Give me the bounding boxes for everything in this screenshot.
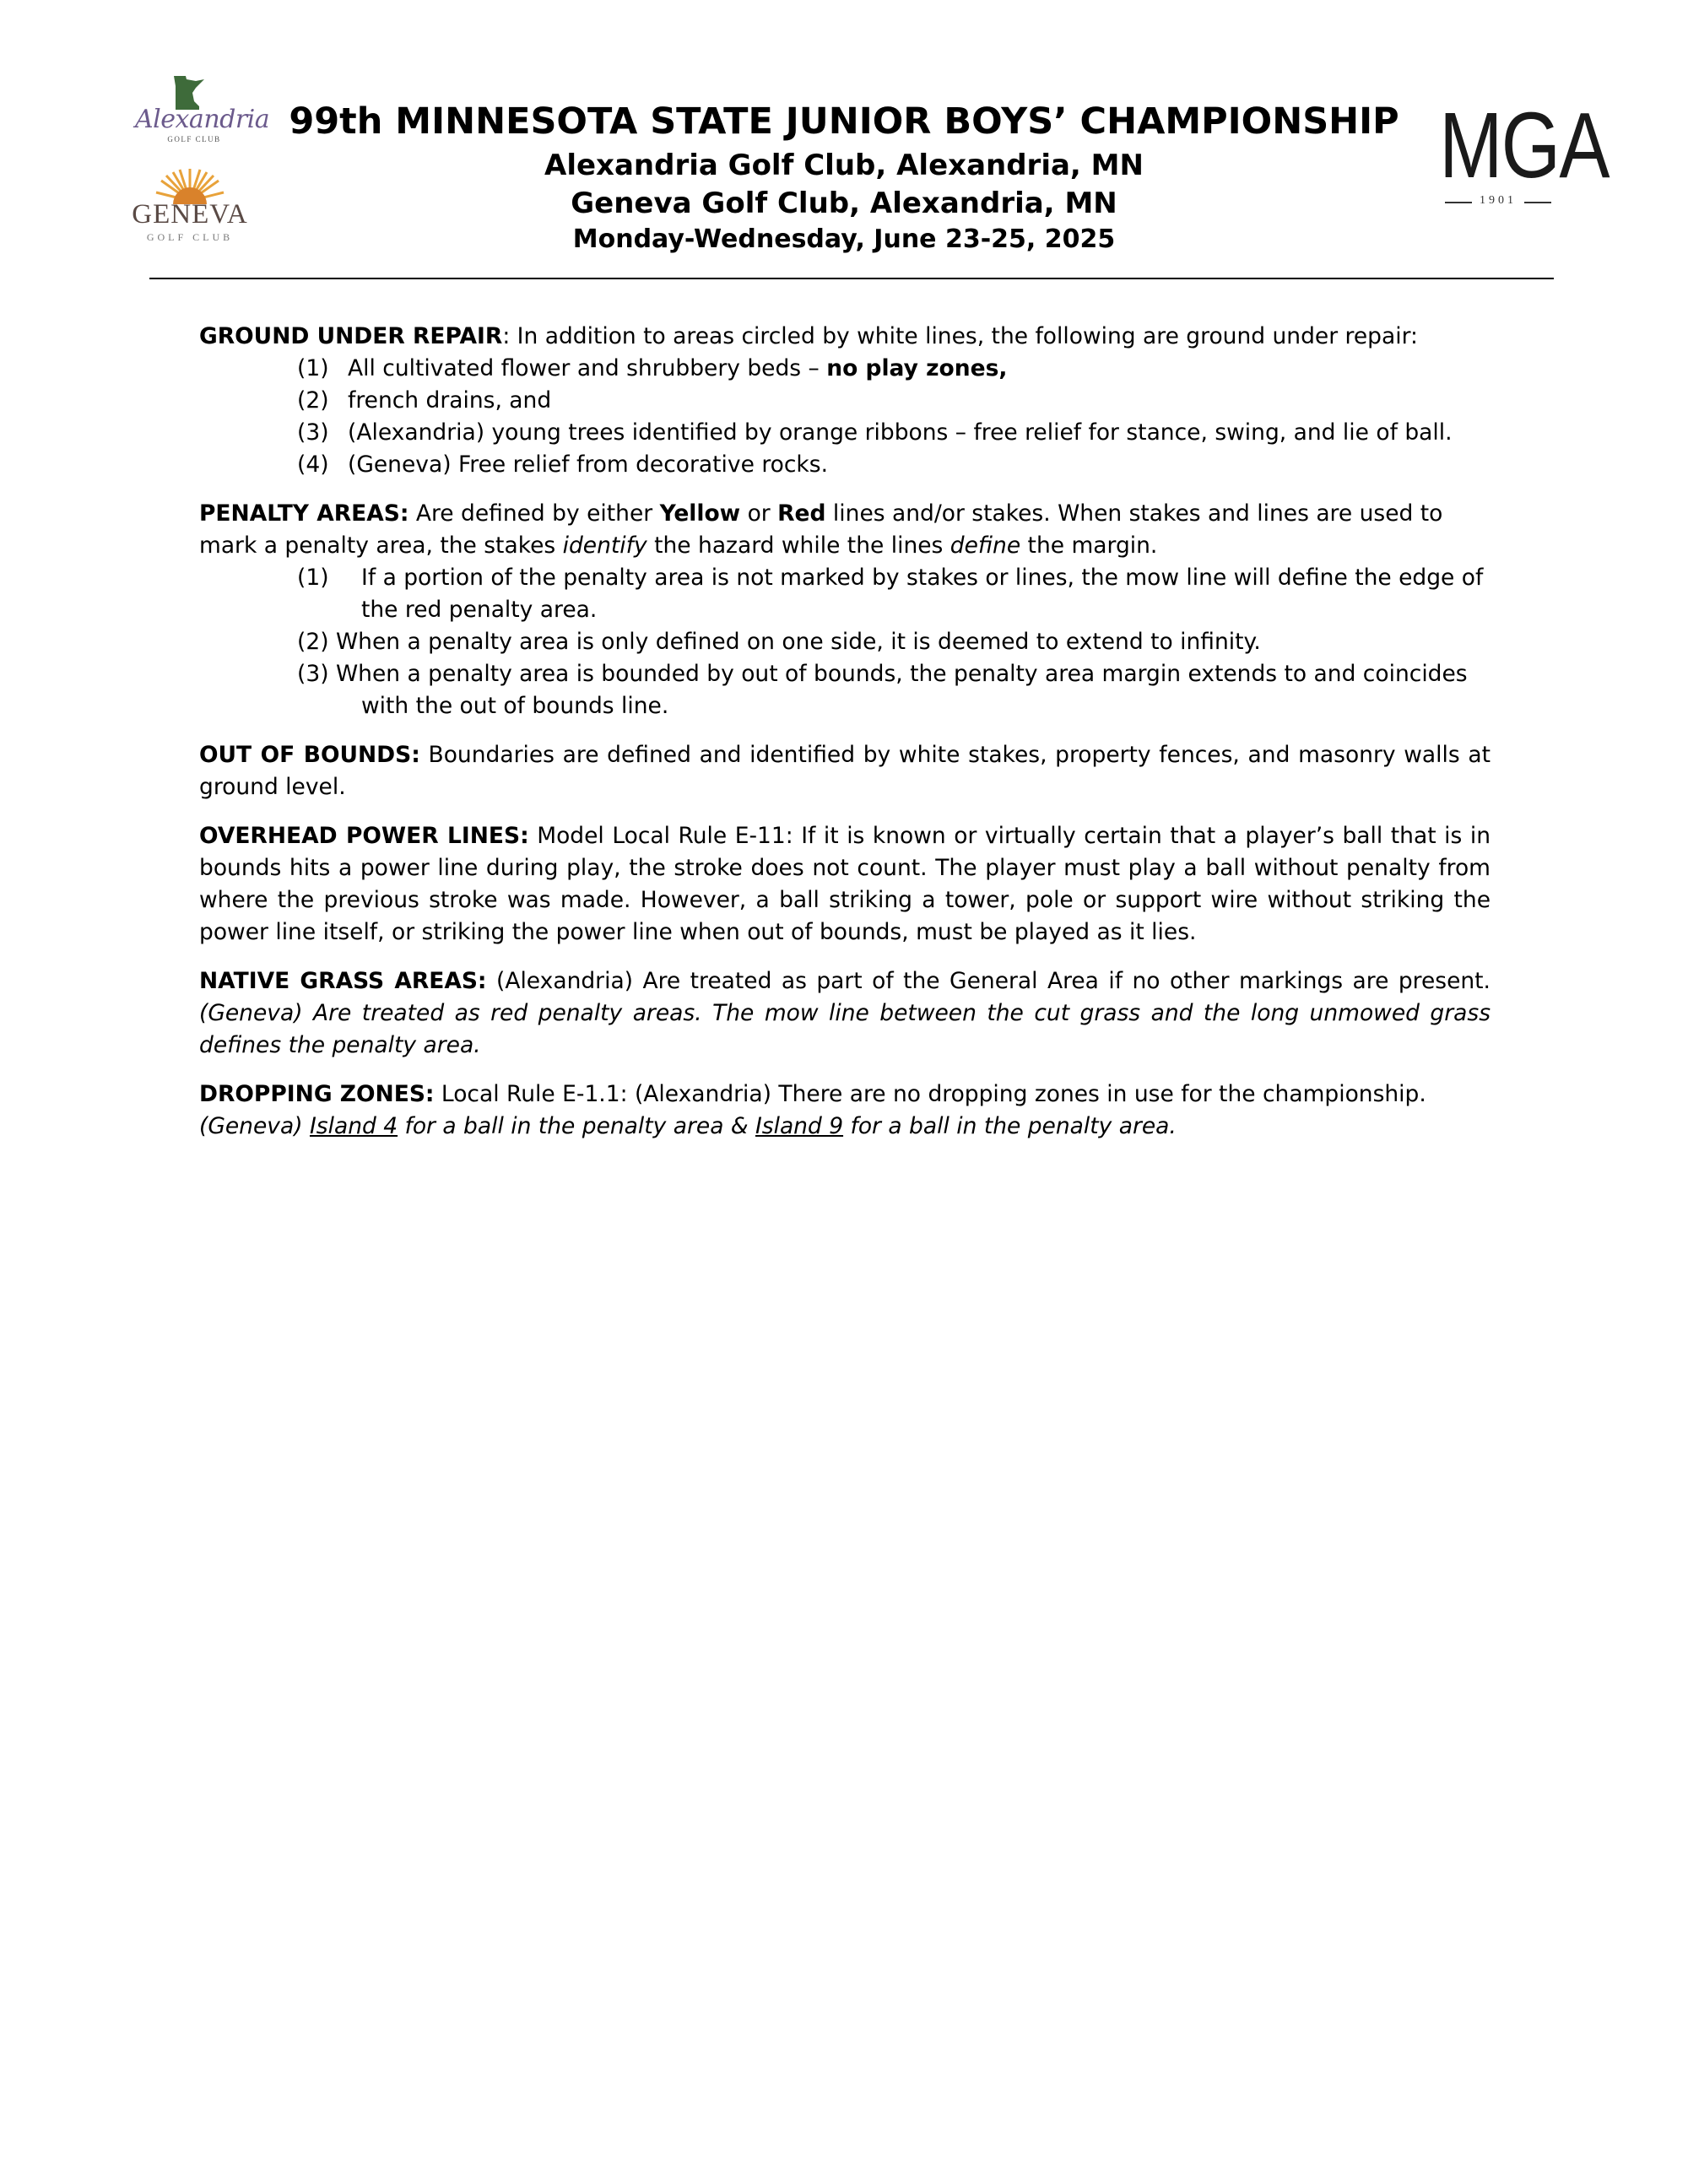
list-text: (Geneva) Free relief from decorative rocks.	[348, 451, 828, 478]
section-overhead-power-lines	[199, 820, 1491, 949]
drop-geneva-prefix: (Geneva)	[199, 1113, 310, 1139]
section-dropping-zones	[199, 1078, 1491, 1143]
list-text: french drains, and	[348, 387, 552, 414]
penalty-yellow: Yellow	[659, 500, 741, 527]
section-penalty-areas	[199, 498, 1491, 722]
native-heading: NATIVE GRASS AREAS:	[199, 968, 487, 994]
penalty-text-3: lines and/or stakes. When stakes and lines are used to mark a penalty area, the stakes	[199, 500, 1443, 559]
alexandria-logo-subtitle: GOLF CLUB	[167, 135, 221, 143]
penalty-text-4: the hazard while the lines	[647, 532, 950, 559]
list-number: (3)	[297, 419, 329, 446]
drop-heading: DROPPING ZONES:	[199, 1081, 435, 1107]
list-number: (1)	[297, 355, 329, 381]
section-ground-under-repair	[199, 321, 1491, 481]
venue-geneva: Geneva Golf Club, Alexandria, MN	[571, 187, 1117, 220]
gur-item-1-text: All cultivated flower and shrubbery beds –	[348, 355, 827, 381]
oob-text: Boundaries are defined and identified by white stakes, property fences, and masonry walls at ground level.	[199, 742, 1491, 800]
penalty-text-1: Are defined by either	[408, 500, 660, 527]
list-item	[297, 385, 1491, 417]
list-number: (2)	[297, 629, 329, 655]
penalty-identify: identify	[562, 532, 647, 559]
local-rules-body	[199, 321, 1491, 1160]
penalty-red: Red	[777, 500, 826, 527]
gur-heading: GROUND UNDER REPAIR	[199, 323, 503, 349]
penalty-text-5: the margin.	[1020, 532, 1158, 559]
native-geneva-italic: (Geneva) Are treated as red penalty areas. The mow line between the cut grass and the long unmowed grass defines the penalty area.	[199, 1000, 1491, 1058]
drop-island-4: Island 4	[309, 1113, 398, 1139]
section-native-grass-areas	[199, 965, 1491, 1062]
geneva-logo-word: GENEVA	[132, 199, 248, 230]
list-number: (3)	[297, 661, 329, 687]
native-text: (Alexandria) Are treated as part of the General Area if no other markings are present.	[486, 968, 1491, 994]
header-divider	[149, 278, 1554, 279]
list-text: When a penalty area is only defined on one side, it is deemed to extend to infinity.	[335, 629, 1261, 655]
power-heading: OVERHEAD POWER LINES:	[199, 823, 529, 849]
event-dates: Monday-Wednesday, June 23-25, 2025	[572, 224, 1116, 254]
gur-intro: : In addition to areas circled by white lines, the following are ground under repair:	[502, 323, 1418, 349]
list-number: (4)	[297, 451, 329, 478]
list-text	[348, 353, 1007, 385]
drop-island-9: Island 9	[755, 1113, 844, 1139]
list-item	[297, 658, 1491, 722]
section-out-of-bounds	[199, 739, 1491, 803]
list-item	[297, 562, 1491, 626]
geneva-logo-subtitle: GOLF CLUB	[146, 231, 234, 243]
drop-text: Local Rule E-1.1: (Alexandria) There are no dropping zones in use for the championship.	[434, 1081, 1426, 1107]
alexandria-logo-script: Alexandria	[135, 105, 270, 134]
list-item	[297, 353, 1491, 385]
drop-text-3: for a ball in the penalty area.	[843, 1113, 1177, 1139]
list-number: (2)	[297, 387, 329, 414]
list-text: (Alexandria) young trees identified by orange ribbons – free relief for stance, swing, and lie of ball.	[348, 419, 1453, 446]
venue-alexandria: Alexandria Golf Club, Alexandria, MN	[544, 149, 1144, 182]
gur-list	[199, 353, 1491, 481]
penalty-heading: PENALTY AREAS:	[199, 500, 409, 527]
mga-logo	[1426, 94, 1609, 209]
drop-line-2	[199, 1111, 1491, 1143]
list-text: If a portion of the penalty area is not marked by stakes or lines, the mow line will define the edge of the red penalty area.	[361, 565, 1484, 623]
penalty-list	[199, 562, 1491, 722]
list-item	[297, 449, 1491, 481]
list-text: When a penalty area is bounded by out of bounds, the penalty area margin extends to and coincides with the out of bounds line.	[335, 661, 1468, 719]
geneva-golf-club-logo	[127, 167, 253, 243]
mga-logo-rule-right	[1524, 202, 1551, 203]
list-item	[297, 417, 1491, 449]
gur-intro-paragraph	[199, 321, 1491, 353]
list-item	[297, 626, 1491, 658]
penalty-intro-paragraph	[199, 498, 1491, 562]
page-title: 99th MINNESOTA STATE JUNIOR BOYS’ CHAMPIONSHIP	[289, 100, 1399, 143]
gur-item-1-bold: no play zones,	[826, 355, 1008, 381]
penalty-define: define	[950, 532, 1021, 559]
oob-heading: OUT OF BOUNDS:	[199, 742, 420, 768]
alexandria-golf-club-logo	[127, 76, 270, 143]
list-number: (1)	[297, 565, 329, 591]
mga-logo-letters: MGA	[1439, 94, 1609, 197]
drop-line-1	[199, 1078, 1491, 1111]
penalty-text-2: or	[740, 500, 778, 527]
mga-logo-year: 1901	[1480, 194, 1517, 207]
drop-text-2: for a ball in the penalty area &	[398, 1113, 755, 1139]
power-text: Model Local Rule E-11: If it is known or virtually certain that a player’s ball that is in bounds hits a power line during play, the stroke does not count. The player must play a ball without penalty from where the previous stroke was made. However, a ball striking a tower, pole or support wire without striking the power line itself, or striking the power line when out of bounds, must be played as it lies.	[199, 823, 1491, 945]
